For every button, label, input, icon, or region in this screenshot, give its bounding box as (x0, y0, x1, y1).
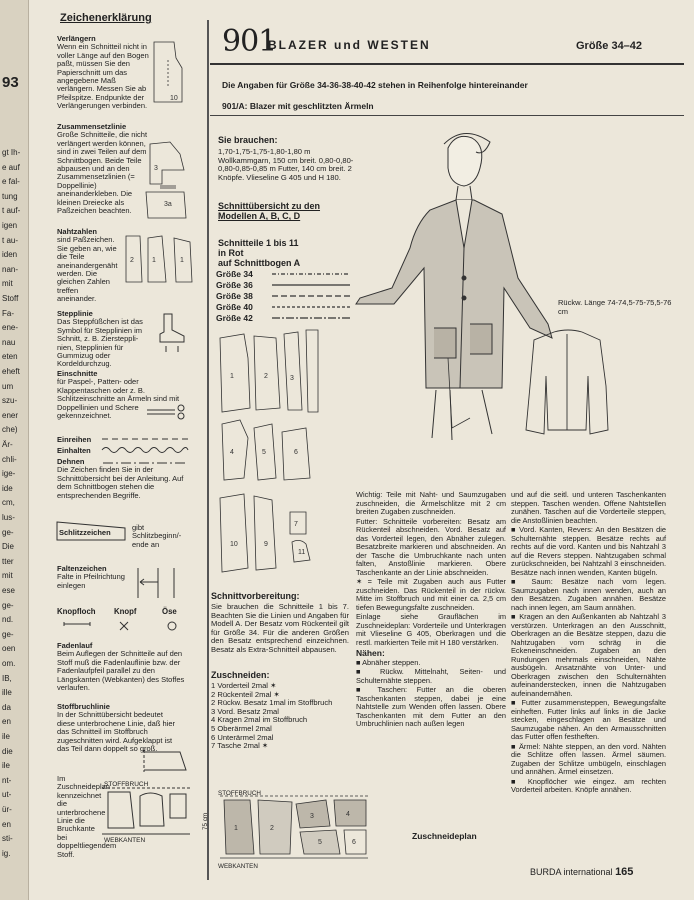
previous-page-fragment: Är- (2, 440, 13, 449)
legend-label: Dehnen (57, 457, 85, 466)
stretch-symbol (101, 460, 189, 466)
legend-label: Öse (162, 607, 177, 616)
instructions-column-3 (356, 491, 506, 730)
svg-text:6: 6 (294, 449, 298, 456)
previous-page-fragment: ür- (2, 805, 12, 814)
previous-page-fragment: mit (2, 279, 13, 289)
instruction-paragraph: Wichtig: Teile mit Naht- und Saumzugaben zuschneiden, die Ärmelschlitze mit 2 cm breiten Zugaben zuschneiden. (356, 490, 506, 516)
legend-text: Beim Auflegen der Schnitteile auf den Stoff muß die Fadenlauflinie bzw. der Fadenlaufpfeil parallel zu den Längskanten (Webkanten) des Stoffes verlaufen. (57, 649, 185, 693)
legend-label: Fadenlauf (57, 641, 93, 650)
subtitle-rule (210, 115, 684, 116)
back-view-drawing (520, 326, 616, 440)
previous-page-fragment: ge- (2, 629, 14, 639)
previous-page-fragment: ener (2, 410, 19, 420)
previous-page-fragment: e fal- (2, 177, 20, 187)
size-label-34: Größe 34 (216, 269, 253, 279)
svg-text:10: 10 (230, 541, 238, 548)
instruction-paragraph: Einlage siehe Grauflächen im Zuschneideplan: Vorderteile und Unterkragen mit Vlieseline G 405, Oberkragen und die restl. markierten Teile mit H 180 verstärken. (356, 612, 506, 647)
previous-page-fragment: ese (2, 586, 15, 595)
legend-text: für Paspel-, Patten- oder Klappentaschen oder z. B. Schlitzeinschnitte an Ärmeln sind mit Doppellinien und Schere gekennzeichnet. (57, 377, 180, 421)
legend-label: Schlitzzeichen (59, 528, 111, 537)
legend-text: Große Schnitteile, die nicht verlängert werden können, sind in zwei Teilen auf dem Schnittbogen. Beide Teile abpausen und an den Zusammensetzlinien (= Doppellinie) aneinanderkleben. Die kleinen Dreiecke als Paßzeichen beachten. (57, 130, 148, 216)
overview-heading: Schnittübersicht zu den Modellen A, B, C, D (218, 201, 321, 221)
back-length: Rückw. Länge 74-74,5-75-75,5-76 cm (558, 298, 672, 316)
legend-text: Im Zuschneideplan kennzeichnet die unterbrochene Linie die Bruchkante bei doppeltliegendem Stoff. (57, 774, 117, 859)
previous-page-fragment: da (2, 702, 11, 712)
svg-text:2: 2 (130, 257, 134, 264)
svg-text:5: 5 (318, 839, 322, 846)
previous-page-fragment: igen (2, 221, 18, 230)
cutting-item: 6 Unterärmel 2mal (211, 732, 274, 742)
previous-page-fragment: iden (2, 250, 18, 260)
model-subtitle: 901/A: Blazer mit geschlitzten Ärmeln (222, 101, 374, 111)
previous-page-fragment: ile (2, 732, 11, 741)
preparation-heading: Schnittvorbereitung: (211, 591, 300, 601)
size-label-40: Größe 40 (216, 302, 253, 312)
instruction-paragraph: Futter: Schnitteile vorbereiten: Besatz am Rückenteil abschneiden. Vord. Besatz auf das Vorderteil legen, den Abnäher zulegen. Besatzbreite markieren und abschneiden. An der Tasche die Umbruchkante nach unten falten, Anstoßlinie markieren. Obere Taschenkante an der Linie abschneiden. (356, 516, 506, 577)
previous-page-fragment: nau (2, 337, 16, 347)
legend-label: Faltenzeichen (57, 564, 107, 573)
svg-text:2: 2 (270, 825, 274, 832)
legend-text: In der Schnittübersicht bedeutet diese unterbrochene Linie, daß hier das Schnitteil im Stoffbruch zugeschnitten wird. Aufgeklappt ist das Teil dann doppelt so groß. (57, 710, 175, 754)
parts-line-2: in Rot (218, 248, 244, 258)
legend-label: Zusammensetzlinie (57, 122, 127, 131)
size-label-42: Größe 42 (216, 313, 253, 323)
svg-text:3: 3 (290, 375, 294, 382)
legend-label: Verlängern (57, 34, 96, 43)
cutting-item: 5 Oberärmel 2mal (211, 723, 272, 733)
previous-page-fragment: ge- (2, 527, 14, 537)
parts-line-3: auf Schnittbogen A (218, 258, 301, 268)
legend-label: Stoffbruchlinie (57, 702, 110, 711)
previous-page-fragment: t auf- (2, 206, 21, 216)
legend-text: Falte in Pfeilrichtung einlegen (57, 572, 125, 590)
previous-page-fragment: Die (2, 542, 15, 552)
svg-text:5: 5 (262, 449, 266, 456)
column-divider (207, 20, 209, 880)
size-label-36: Größe 36 (216, 280, 253, 290)
previous-page-fragment: ide (2, 483, 13, 493)
size-line-styles (270, 268, 352, 328)
previous-page-fragment: sti- (2, 834, 13, 844)
svg-text:2: 2 (264, 373, 268, 380)
cutting-list (211, 682, 351, 751)
previous-page-fragment: lus- (2, 513, 15, 522)
svg-text:9: 9 (264, 541, 268, 548)
cutting-item: 1 Vorderteil 2mal ✶ (211, 681, 277, 690)
cutting-item: 2 Rückw. Besatz 1mal im Stoffbruch (211, 698, 333, 708)
svg-text:4: 4 (346, 811, 350, 818)
cutting-item: 3 Vord. Besatz 2mal (211, 706, 279, 716)
extend-diagram (148, 38, 188, 108)
materials-text: 1,70-1,75-1,75-1,80-1,80 m Wollkammgarn, 150 cm breit. 0,80-0,80-0,80-0,85-0,85 m Futter, 140 cm breit. 2 Knöpfe. Vlieseline G 405 und H 180. (218, 147, 354, 182)
previous-page-fragment: nan- (2, 264, 19, 274)
previous-page-fragment: nt- (2, 775, 12, 785)
model-number: 901 (222, 24, 277, 59)
cutting-item: 4 Kragen 2mal im Stoffbruch (211, 715, 308, 725)
previous-page-fragment: nd. (2, 615, 14, 625)
sewing-step: ■ Futter zusammensteppen, Bewegungsfalte einheften. Futter links auf links in die Jacke stecken, eingeschlagen an Besätze und Saumzugabe nähen. An den Armausschnitten das Futter offen festheften. (511, 698, 666, 741)
legend-label: Knopf (114, 607, 137, 616)
previous-page-fragment: ile (2, 761, 11, 771)
materials-heading: Sie brauchen: (218, 135, 278, 145)
previous-page-fragment: cm, (2, 498, 15, 508)
layout-stoffbruch-label: STOFFBRUCH (218, 790, 261, 797)
previous-page-fragment: e auf (2, 162, 20, 172)
layout-width-label: 75 cm (202, 812, 209, 830)
preparation-text: Sie brauchen die Schnitteile 1 bis 7. Beachten Sie die Linien und Angaben für Modell A. Der Besatz vom Rückenteil gilt für Größe 34. Für die anderen Größen den Besatz entsprechend einzeichnen. Besatz als Extra-Schnitteil abpausen. (211, 602, 349, 654)
publication-name: BURDA international (530, 867, 613, 877)
legend-label: Einschnitte (57, 369, 98, 378)
svg-text:7: 7 (294, 521, 298, 528)
presser-foot-icon (150, 310, 194, 354)
previous-page-fragment: om. (2, 659, 16, 668)
stoffbruch-label: STOFFBRUCH (104, 781, 149, 788)
legend-text: Wenn ein Schnitteil nicht in voller Länge auf den Bogen paßt, müssen Sie den Papierschnitt um das angegebene Maß verlängern. Messen Sie ab Pfeilspitze. Endpunkte der Verlängerungen verbinden. (57, 42, 149, 111)
sewing-step: ■ Saum: Besätze nach vorn legen. Saumzugaben nach innen wenden, auch an den Besätzen. Zugaben annähen. Besätze nach innen legen, am Saum annähen. (511, 577, 666, 612)
gather-symbol (100, 434, 190, 444)
previous-page-fragment: Fa- (2, 308, 14, 318)
previous-page-fragment: eheft (2, 367, 20, 376)
cutting-heading: Zuschneiden: (211, 670, 270, 680)
previous-page-fragment: eten (2, 352, 18, 362)
cutting-item: 7 Tasche 2mal ✶ (211, 741, 269, 751)
previous-page-fragment: t au- (2, 235, 19, 245)
section-title: BLAZER und WESTEN (268, 38, 431, 52)
previous-page-fragment: mit (2, 571, 13, 581)
ease-symbol (100, 445, 190, 455)
previous-page-fragment: die (2, 746, 13, 756)
previous-page-number: 93 (2, 74, 19, 91)
header-rule (210, 63, 684, 65)
previous-page-fragment: szu- (2, 396, 18, 406)
sewing-step: ■ Vord. Kanten, Revers: An den Besätzen die Schulternähte steppen. Besätze rechts auf rechts auf die vord. Kanten und bis Nahtzahl 3 auf die Revers steppen. Nahtzugaben schmal zurückschneiden, bei Nahtzahl 3 einschneiden. Besätze nach innen wenden, Kanten bügeln. (511, 525, 666, 577)
legend-text: gibt Schlitzbeginn/-ende an (132, 523, 182, 549)
legend-label: Nahtzahlen (57, 227, 98, 236)
compose-line-diagram (140, 140, 194, 222)
previous-page-fragment: chli- (2, 454, 17, 464)
previous-page-fragment: en (2, 717, 11, 727)
previous-page-fragment: ig. (2, 848, 11, 858)
legend-label: Knopfloch (57, 607, 96, 616)
seam-number-diagram (120, 232, 200, 288)
svg-text:3a: 3a (164, 201, 172, 208)
page-footer (530, 866, 633, 878)
legend-title: Zeichenerklärung (60, 12, 152, 24)
pleat-symbol (128, 566, 190, 600)
buttonhole-button-eyelet-symbols (60, 620, 190, 636)
parts-line-1: Schnitteile 1 bis 11 (218, 238, 299, 248)
legend-text: sind Paßzeichen. Sie geben an, wie die Teile aneinandergenäht werden. Die gleichen Zahlen treffen aneinander. (57, 235, 118, 304)
previous-page-fragment: Stoff (2, 294, 19, 303)
svg-text:1: 1 (152, 257, 156, 264)
size-note: Die Angaben für Größe 34-36-38-40-42 stehen in Reihenfolge hintereinander (222, 80, 528, 90)
previous-page-fragment: ut- (2, 790, 12, 800)
previous-page-fragment: gt Ih- (2, 148, 21, 157)
sewing-step: ■ Kragen an den Außenkanten ab Nahtzahl 3 verstürzen. Unterkragen an den Ausschnitt, Oberkragen an die Besätze steppen, dazu die Nahtzugaben vorn schräg in die Eckeneinschneiden. Zugaben an den Rundungen mehrmals einschneiden, Nähte ausbügeln. Ansatznähte von Unter- und Oberkragen zwischen den Schulternähten aufeinanderstecken, innen die Nahtzugaben aufeinandernähen. (511, 612, 666, 698)
pattern-overview-drawing (214, 328, 346, 588)
svg-text:10: 10 (170, 95, 178, 102)
scissors-icon (145, 404, 191, 420)
webkanten-label: WEBKANTEN (104, 837, 146, 844)
svg-text:11: 11 (298, 549, 306, 556)
previous-page-fragment: tung (2, 191, 18, 201)
previous-page-fragment: ge- (2, 600, 14, 610)
previous-page-fragment: oen (2, 644, 16, 654)
svg-text:1: 1 (180, 257, 184, 264)
sewing-step: ■ Taschen: Futter an die oberen Taschenkanten steppen, dabei je eine Nahtstelle zum Wenden offen lassen. Obere Taschenkanten mit dem Futter an den Umbruchlinien nach außen legen (356, 685, 506, 728)
sewing-heading: Nähen: (356, 648, 385, 658)
svg-text:1: 1 (234, 825, 238, 832)
previous-page-fragment: ille (2, 688, 12, 698)
svg-text:1: 1 (230, 373, 234, 380)
sewing-step: ■ Knopflöcher wie eingez. am rechten Vorderteil arbeiten. Knöpfe annähen. (511, 776, 666, 794)
fold-line-diagram (140, 748, 190, 774)
instructions-column-4 (511, 491, 666, 796)
layout-plan-title: Zuschneideplan (412, 831, 477, 841)
svg-text:3: 3 (310, 813, 314, 820)
layout-webkanten-label: WEBKANTEN (218, 863, 258, 870)
previous-page-fragment: IB, (2, 673, 12, 683)
size-label-38: Größe 38 (216, 291, 253, 301)
svg-text:4: 4 (230, 449, 234, 456)
sewing-step: ■ Abnäher steppen. (356, 657, 421, 667)
cutting-layout-diagram (206, 786, 370, 870)
page-number: 165 (615, 866, 634, 878)
previous-page-fragment: ene- (2, 323, 19, 333)
legend-text: Die Zeichen finden Sie in der Schnittübersicht bei der Anleitung. Auf dem Schnittbogen stehen die entsprechenden Begriffe. (57, 465, 184, 500)
legend-label: Stepplinie (57, 309, 93, 318)
svg-text:6: 6 (352, 839, 356, 846)
sewing-step: ■ Rückw. Mittelnaht, Seiten- und Schulternähte steppen. (356, 667, 506, 685)
legend-label: Einhalten (57, 446, 91, 455)
size-range: Größe 34–42 (576, 40, 643, 52)
previous-page-fragment: um (2, 381, 14, 391)
previous-page-edge (0, 0, 29, 900)
previous-page-fragment: en (2, 819, 11, 829)
sewing-step: und auf die seitl. und unteren Taschenkanten steppen. Taschen wenden. Offene Nahtstellen zunähen. Taschen auf die Vorderteile steppen, die Anstoßlinien beachten. (511, 490, 666, 525)
legend-label: Einreihen (57, 435, 92, 444)
previous-page-fragment: ige- (2, 469, 16, 479)
instruction-paragraph: ✶ = Teile mit Zugaben auch aus Futter zuschneiden. Das Rückenteil in der rückw. Mitte im Stoffbruch und mit einer ca. 2,5 cm tiefen Bewegungsfalte zuschneiden. (356, 577, 506, 612)
cutting-item: 2 Rückenteil 2mal ✶ (211, 689, 280, 699)
legend-text: Das Steppfüßchen ist das Symbol für Stepplinien im Schnitt, z. B. Zierstepplinien, Stepplinien für Gummizug oder Kordeldurchzug. (57, 317, 143, 369)
svg-text:3: 3 (154, 165, 158, 172)
previous-page-fragment: tter (2, 556, 14, 566)
sewing-step: ■ Ärmel: Nähte steppen, an den vord. Nähten die Schlitze offen lassen. Ärmel säumen. Zugaben der Schlitze umbügeln, einschlagen und annähen. Ärmel einsetzen. (511, 741, 666, 776)
previous-page-fragment: che) (2, 425, 18, 435)
